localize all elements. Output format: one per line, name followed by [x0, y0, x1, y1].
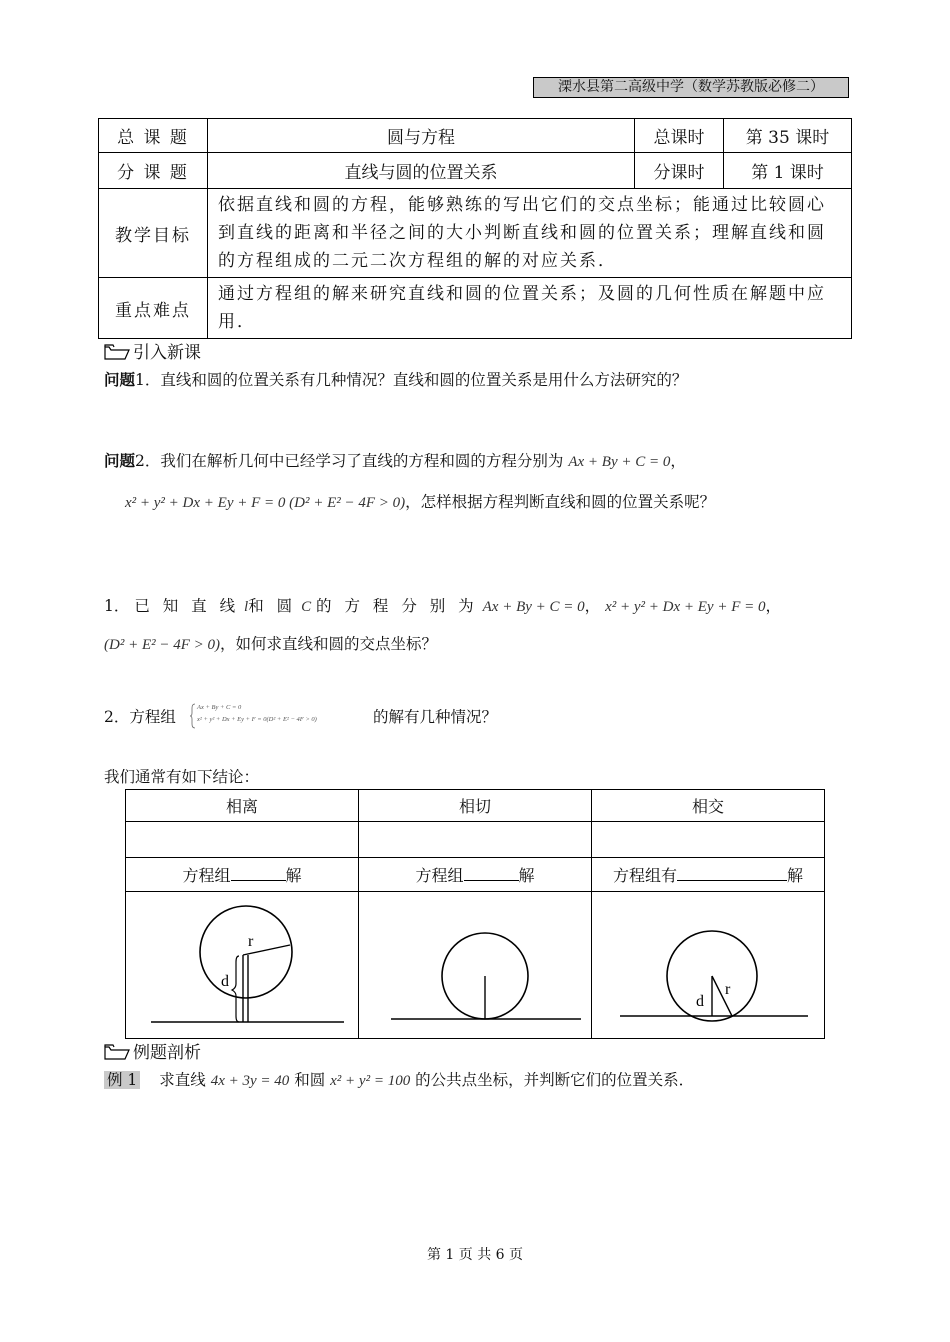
- item-1-comma: ，: [584, 597, 601, 615]
- total-topic-label: 总 课 题: [99, 119, 208, 153]
- item-1-comma2: ，: [765, 597, 782, 615]
- header-tangent: 相切: [359, 790, 592, 822]
- radius-label: r: [248, 933, 254, 950]
- answer-blank[interactable]: [231, 866, 286, 881]
- example-1-text-c: 的公共点坐标，并判断它们的位置关系．: [415, 1071, 695, 1089]
- item-1-text-d: ，如何求直线和圆的交点坐标？: [220, 635, 438, 653]
- total-hours-value: 第 35 课时: [724, 119, 852, 153]
- empty-cell: [126, 822, 359, 858]
- objectives-label: 教学目标: [99, 189, 208, 278]
- empty-cell: [592, 822, 825, 858]
- eq-pre: 方程组: [182, 866, 231, 885]
- table-row: [126, 858, 825, 892]
- item-1-condition: (D² + E² − 4F > 0): [104, 637, 221, 653]
- eq-cell-intersect: [592, 858, 825, 892]
- eq-post: 解: [787, 866, 804, 885]
- example-1-circle-equation: x² + y² = 100: [330, 1073, 411, 1089]
- question-2-cont: [125, 490, 715, 512]
- example-1: [104, 1068, 694, 1090]
- item-2-text-b: 的解有几种情况？: [373, 708, 498, 726]
- eq-cell-tangent: [359, 858, 592, 892]
- circle-equation: x² + y² + Dx + Ey + F = 0 (D² + E² − 4F > 0): [125, 495, 406, 511]
- item-1-line-equation: Ax + By + C = 0: [482, 599, 585, 615]
- answer-blank[interactable]: [464, 866, 519, 881]
- section-examples-heading: [104, 1038, 201, 1063]
- eq-post: 解: [285, 866, 302, 885]
- question-2: [104, 449, 686, 471]
- section-examples-title: 例题剖析: [133, 1043, 201, 1063]
- tangent-diagram: [359, 892, 591, 1034]
- question-1-num: 1．: [135, 371, 161, 389]
- table-row: [126, 822, 825, 858]
- table-row: [99, 119, 852, 153]
- section-intro-heading: [104, 338, 201, 363]
- table-row: [99, 153, 852, 189]
- sub-hours-label: 分课时: [635, 153, 724, 189]
- total-hours-label: 总课时: [635, 119, 724, 153]
- question-2-label: 问题: [104, 451, 136, 470]
- equation-system: [189, 703, 375, 729]
- table-row: [99, 189, 852, 278]
- key-points-label: 重点难点: [99, 278, 208, 339]
- item-1-var-c: C: [301, 599, 312, 615]
- item-1-cont: [104, 632, 437, 654]
- section-intro-title: 引入新课: [133, 343, 201, 363]
- item-1-circle-equation: x² + y² + Dx + Ey + F = 0: [605, 599, 766, 615]
- key-points-text: 通过方程组的解来研究直线和圆的位置关系；及圆的几何性质在解题中应用．: [208, 278, 852, 339]
- sub-hours-value: 第 1 课时: [724, 153, 852, 189]
- eq-cell-separate: [126, 858, 359, 892]
- total-topic-value: 圆与方程: [208, 119, 635, 153]
- question-1: [104, 368, 687, 390]
- item-1-num: 1．: [104, 597, 130, 615]
- intersect-diagram: [592, 892, 824, 1034]
- sub-topic-label: 分 课 题: [99, 153, 208, 189]
- example-1-text-a: 求直线: [159, 1071, 206, 1089]
- question-2-comma: ，: [670, 452, 686, 470]
- example-1-text-b: 和圆: [294, 1071, 326, 1089]
- distance-label: d: [696, 993, 704, 1010]
- page-footer: 第 1 页 共 6 页: [426, 1247, 524, 1263]
- header-separate: 相离: [126, 790, 359, 822]
- radius-label: r: [725, 981, 731, 998]
- question-2-text: 我们在解析几何中已经学习了直线的方程和圆的方程分别为: [160, 452, 564, 470]
- header-intersect: 相交: [592, 790, 825, 822]
- folder-icon: [104, 1044, 130, 1060]
- question-2-text2: ，怎样根据方程判断直线和圆的位置关系呢？: [405, 493, 716, 511]
- figure-cell-separate: [126, 892, 359, 1039]
- empty-cell: [359, 822, 592, 858]
- item-2-num: 2．: [104, 708, 130, 726]
- item-1: [104, 594, 781, 616]
- example-1-tag: 例 1: [104, 1071, 140, 1089]
- example-1-line-equation: 4x + 3y = 40: [210, 1073, 290, 1089]
- objectives-text: 依据直线和圆的方程，能够熟练的写出它们的交点坐标；能通过比较圆心到直线的距离和半径之间的大小判断直线和圆的位置关系；理解直线和圆的方程组成的二元二次方程组的解的对应关系．: [208, 189, 852, 278]
- item-2-text-a: 方程组: [129, 708, 176, 726]
- question-1-label: 问题: [104, 370, 136, 389]
- distance-label: d: [221, 973, 229, 990]
- figure-cell-tangent: [359, 892, 592, 1039]
- eq-pre: 方程组: [415, 866, 464, 885]
- item-1-text-b: 和 圆: [248, 597, 297, 615]
- sub-topic-value: 直线与圆的位置关系: [208, 153, 635, 189]
- separate-diagram: [126, 892, 358, 1034]
- school-header-tag: 溧水县第二高级中学（数学苏教版必修二）: [533, 77, 849, 98]
- figure-cell-intersect: [592, 892, 825, 1039]
- course-info-table: [98, 118, 852, 339]
- table-row: [126, 790, 825, 822]
- item-1-var-l: l: [244, 599, 249, 615]
- eq-post: 解: [518, 866, 535, 885]
- system-line-1: Ax + By + C = 0: [197, 704, 242, 711]
- item-2: [104, 705, 176, 727]
- table-row: [99, 278, 852, 339]
- conclusion-intro: 我们通常有如下结论：: [104, 768, 260, 786]
- table-row: [126, 892, 825, 1039]
- eq-pre: 方程组有: [612, 866, 677, 885]
- question-2-num: 2．: [135, 452, 161, 470]
- item-1-text-a: 已 知 直 线: [134, 597, 240, 615]
- system-line-2: x² + y² + Dx + Ey + F = 0(D² + E² − 4F > 0): [197, 716, 317, 723]
- folder-icon: [104, 344, 130, 360]
- left-brace-icon: [189, 703, 197, 729]
- answer-blank[interactable]: [677, 866, 787, 881]
- line-equation: Ax + By + C = 0: [568, 454, 671, 470]
- conclusion-table: [125, 789, 825, 1039]
- item-1-text-c: 的 方 程 分 别 为: [316, 597, 478, 615]
- question-1-text: 直线和圆的位置关系有几种情况？直线和圆的位置关系是用什么方法研究的？: [160, 371, 688, 389]
